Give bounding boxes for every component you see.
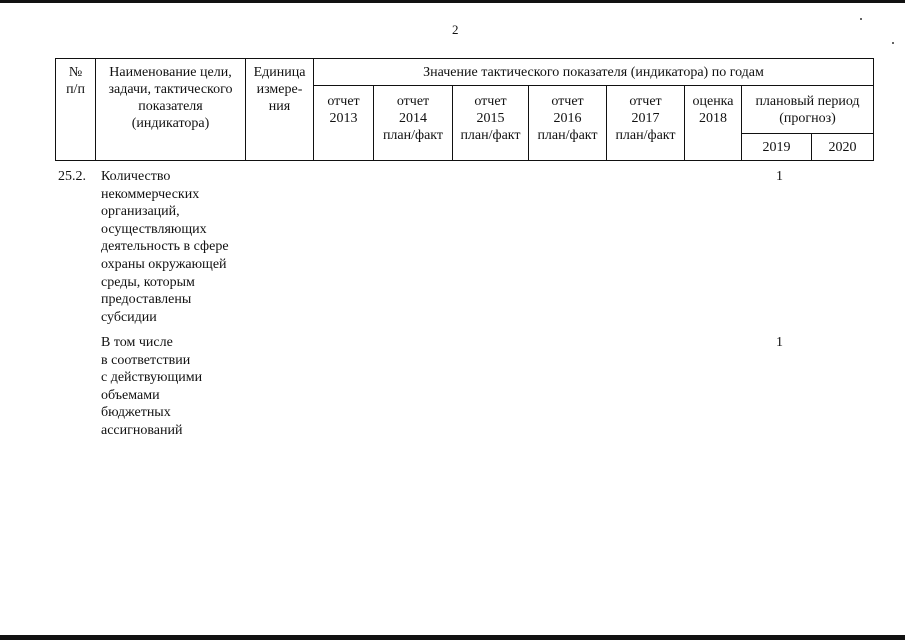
table-border-top [55,58,874,59]
header-plan-year-2019: 2019 [762,140,791,155]
header-col-number: № п/п [66,65,85,97]
scan-speck [860,18,862,20]
table-border-bottom [55,160,874,161]
row-number: 25.2. [58,169,86,184]
header-values-title: Значение тактического показателя (индикатора) по годам [423,65,764,80]
row-value-2019: 1 [776,169,783,184]
row-value-2019: 1 [776,335,783,350]
header-year-2016: отчет 2016 план/факт [537,94,598,143]
header-plan-period: плановый период (прогноз) [755,94,860,126]
table-border-right [873,58,874,160]
header-year-2018: оценка 2018 [692,94,734,126]
row-indicator-name: В том числе в соответствии с действующими объемами бюджетных ассигнований [101,335,203,438]
page-number: 2 [452,22,459,37]
header-year-2015: отчет 2015 план/факт [460,94,521,143]
header-year-2017: отчет 2017 план/факт [615,94,676,143]
table-line-plan-period [741,133,874,134]
page-top-edge [0,0,905,3]
header-col-name: Наименование цели, задачи, тактического показателя (индикатора) [108,65,233,131]
header-year-2013: отчет 2013 [327,94,360,126]
scan-speck [892,42,894,44]
header-plan-year-2020: 2020 [828,140,857,155]
page-bottom-edge [0,635,905,640]
header-col-unit: Единица измере- ния [253,65,306,114]
row-indicator-name: Количество некоммерческих организаций, осуществляющих деятельность в сфере охраны окружающей среды, которым предоставлены субсидии [101,169,229,325]
header-year-2014: отчет 2014 план/факт [382,94,444,143]
table-line-values-title [313,85,874,86]
